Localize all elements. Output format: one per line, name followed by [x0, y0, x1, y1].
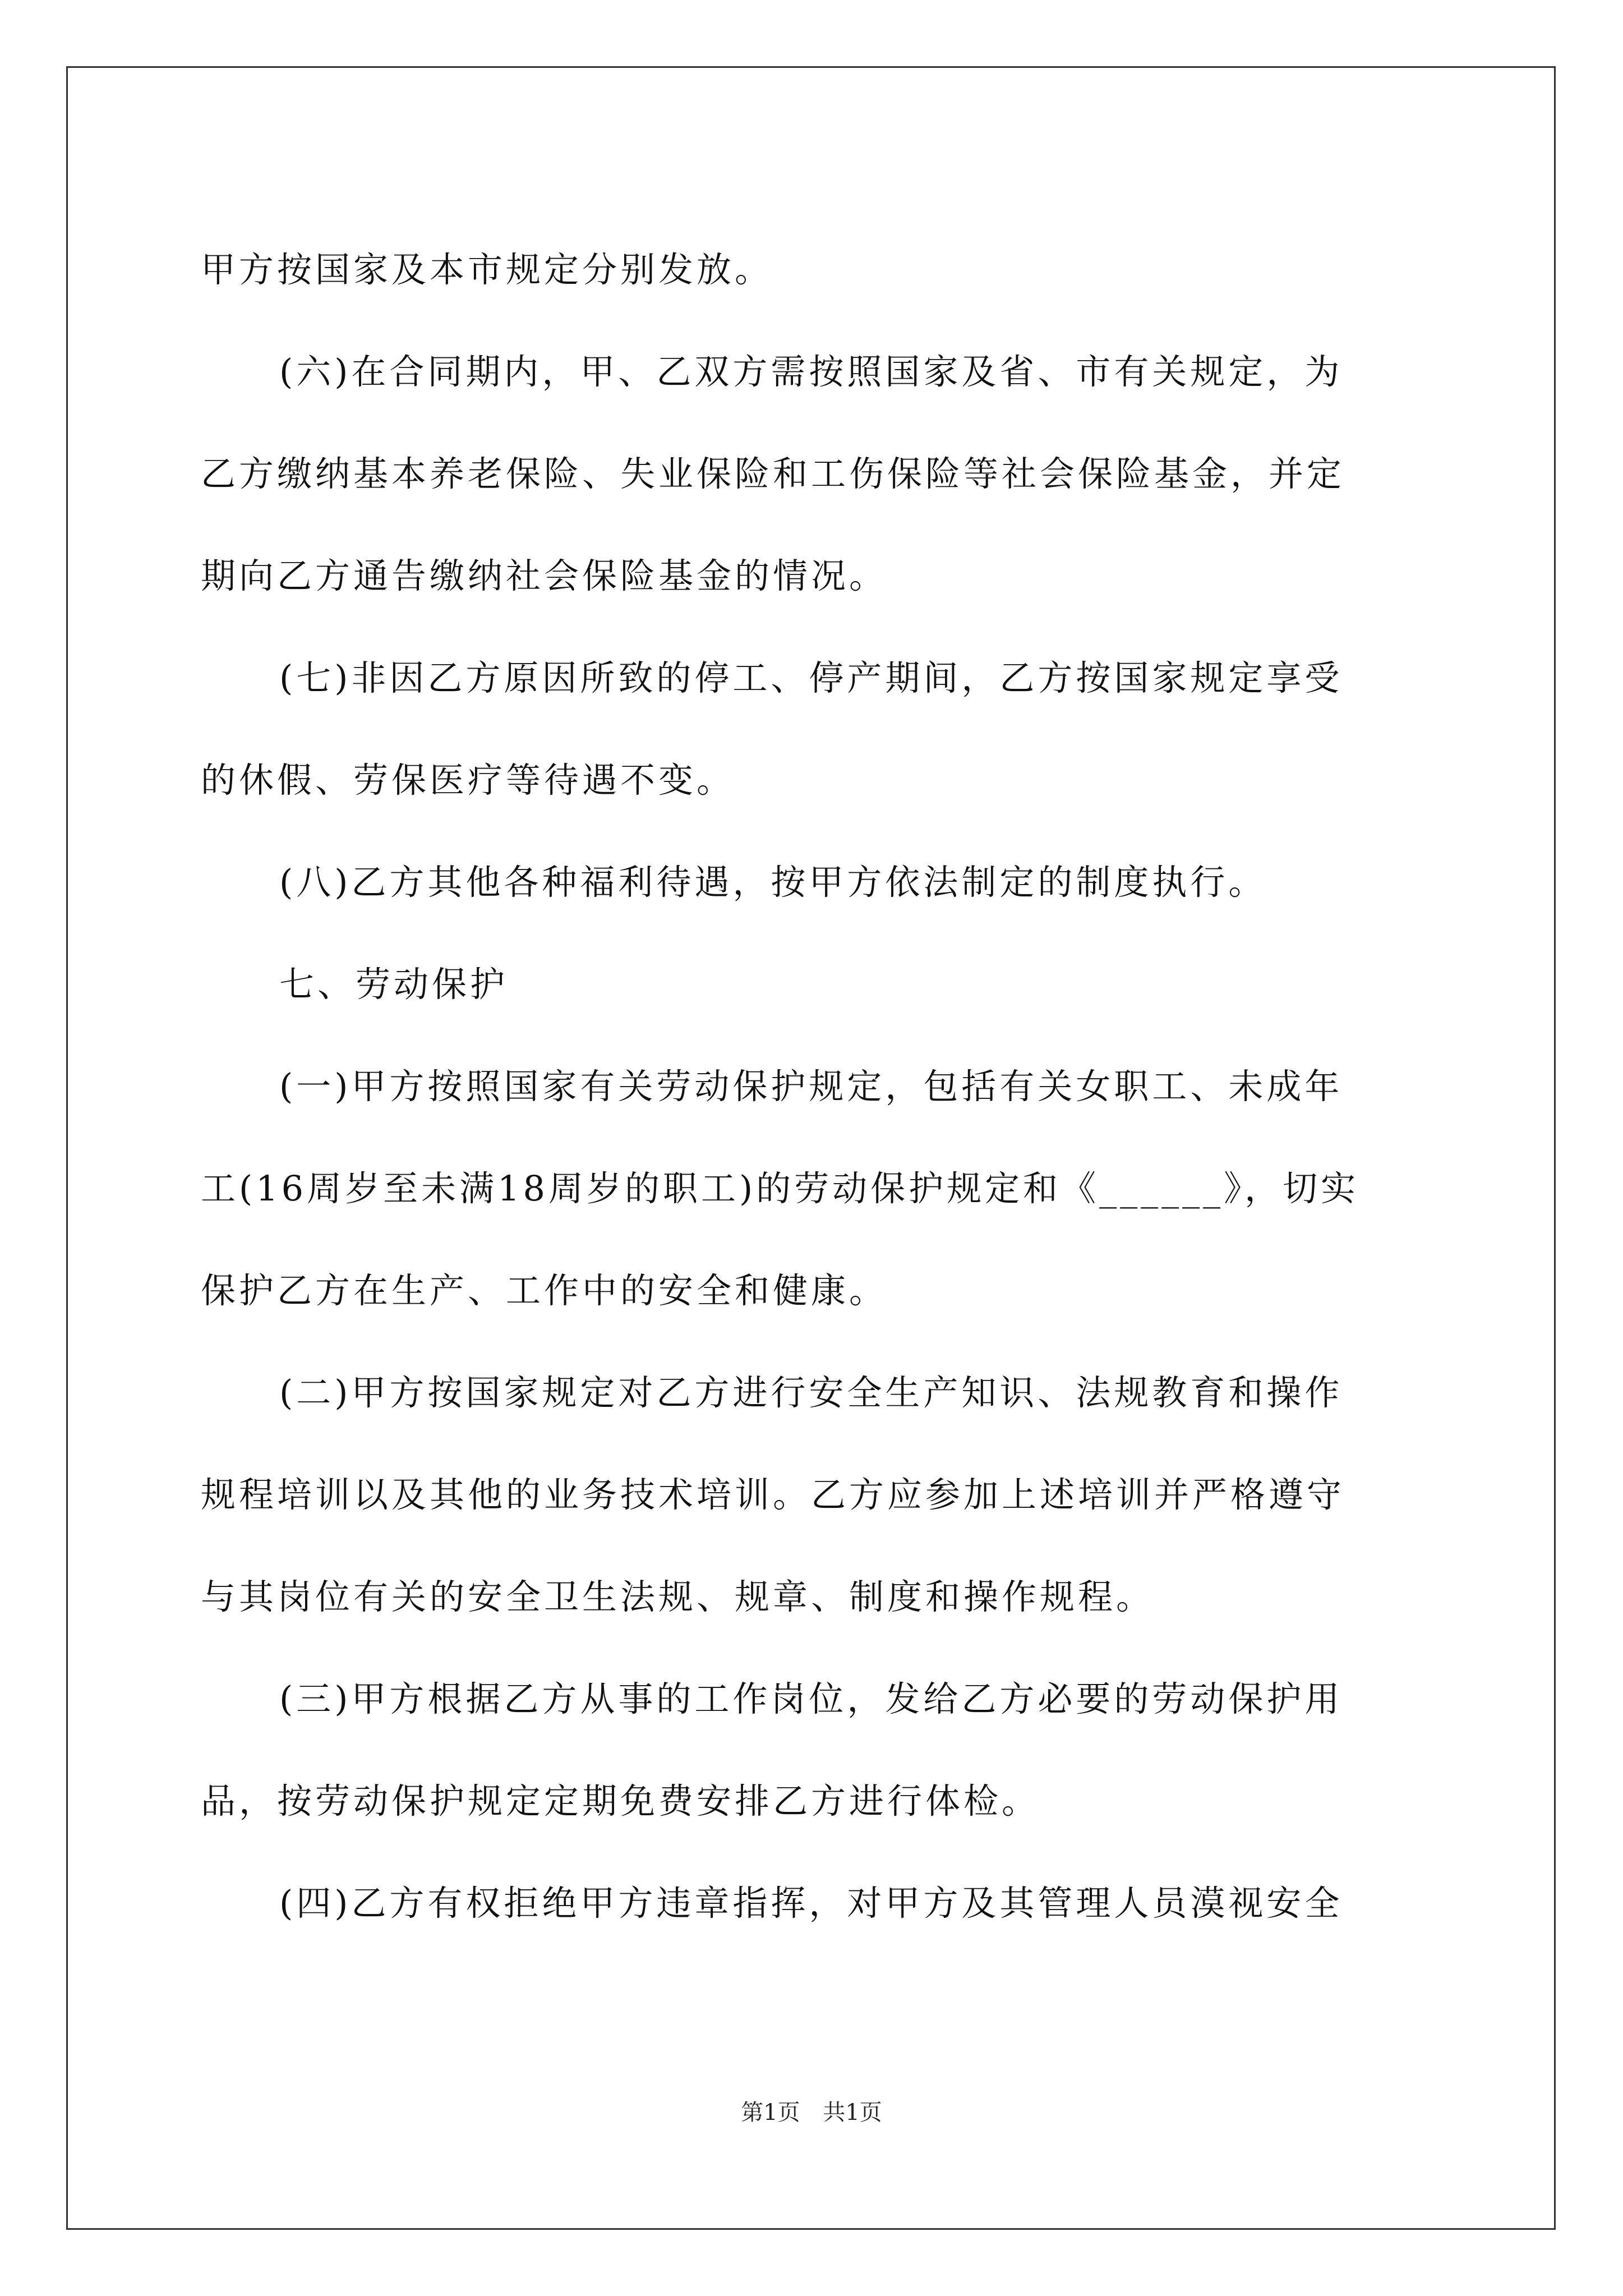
text-line: (二)甲方按国家规定对乙方进行安全生产知识、法规教育和操作: [279, 1372, 1343, 1413]
text-line: (四)乙方有权拒绝甲方违章指挥，对甲方及其管理人员漠视安全: [279, 1883, 1343, 1924]
text-line: (一)甲方按照国家有关劳动保护规定，包括有关女职工、未成年: [279, 1066, 1343, 1107]
page-number: 第1页: [741, 2100, 800, 2125]
text-line: (三)甲方根据乙方从事的工作岗位，发给乙方必要的劳动保护用: [279, 1678, 1343, 1719]
text-line: 的休假、劳保医疗等待遇不变。: [201, 760, 735, 800]
text-line: 规程培训以及其他的业务技术培训。乙方应参加上述培训并严格遵守: [201, 1474, 1345, 1515]
text-line: 与其岗位有关的安全卫生法规、规章、制度和操作规程。: [201, 1576, 1155, 1617]
document-body: [201, 219, 1429, 1954]
text-line: 期向乙方通告缴纳社会保险基金的情况。: [201, 555, 888, 596]
text-line: 工(16周岁至未满18周岁的职工)的劳动保护规定和《______》，切实: [201, 1168, 1359, 1209]
page-total: 共1页: [823, 2100, 882, 2125]
text-line: 保护乙方在生产、工作中的安全和健康。: [201, 1270, 888, 1311]
page-footer: [0, 2095, 1623, 2127]
text-line: (六)在合同期内，甲、乙双方需按照国家及省、市有关规定，为: [279, 351, 1343, 392]
text-line: 乙方缴纳基本养老保险、失业保险和工伤保险等社会保险基金，并定: [201, 453, 1345, 494]
text-line: 甲方按国家及本市规定分别发放。: [201, 249, 773, 290]
text-line: (七)非因乙方原因所致的停工、停产期间，乙方按国家规定享受: [279, 657, 1343, 698]
text-line: (八)乙方其他各种福利待遇，按甲方依法制定的制度执行。: [279, 862, 1267, 903]
section-heading: 七、劳动保护: [279, 964, 509, 1005]
text-line: 品，按劳动保护规定定期免费安排乙方进行体检。: [201, 1780, 1040, 1821]
